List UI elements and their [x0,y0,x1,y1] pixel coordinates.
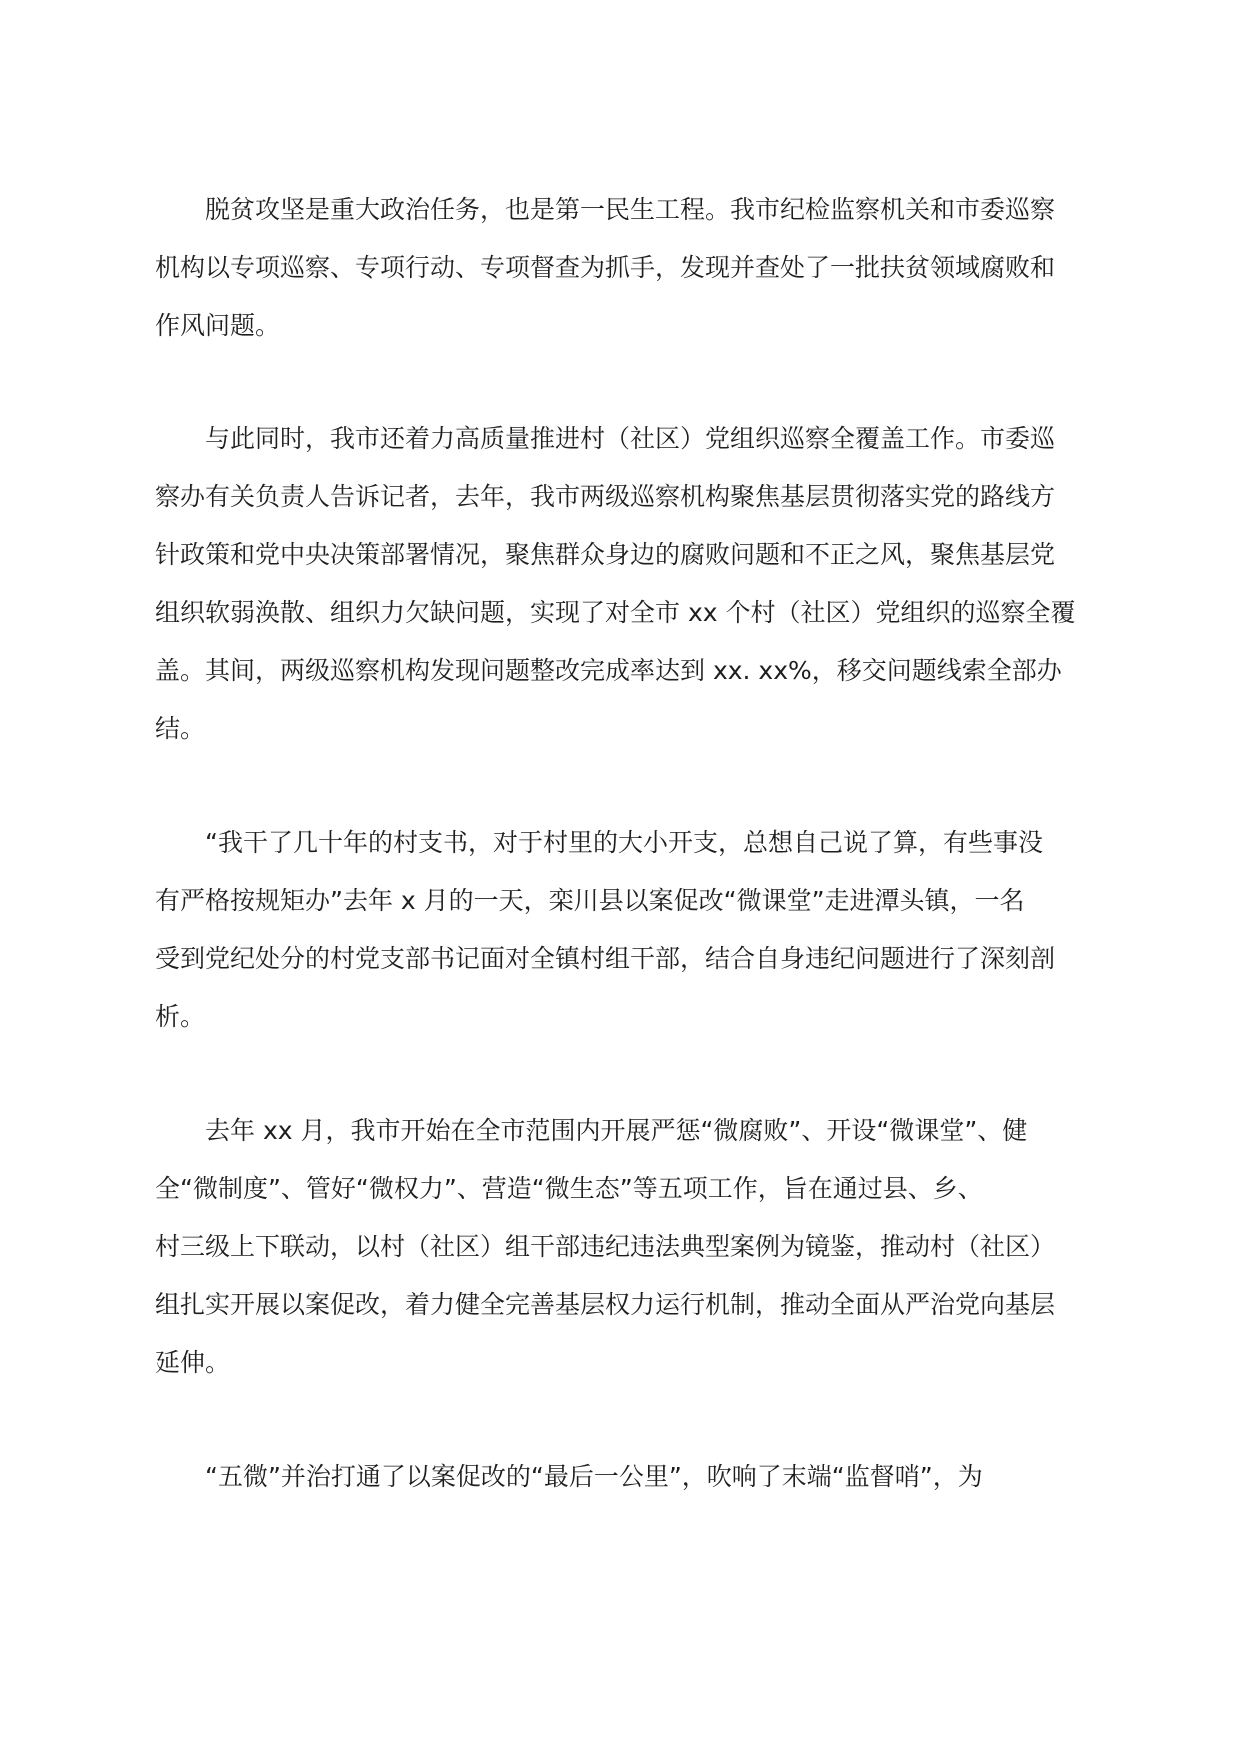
paragraph-4-line-2: 全“微制度”、管好“微权力”、营造“微生态”等五项工作，旨在通过县、乡、 [155,1174,983,1203]
paragraph-4-line-3: 村三级上下联动，以村（社区）组干部违纪违法典型案例为镜鉴，推动村（社区） [155,1232,1056,1261]
paragraph-1-line-1: 脱贫攻坚是重大政治任务，也是第一民生工程。我市纪检监察机关和市委巡察 [155,195,1056,224]
paragraph-2-line-1: 与此同时，我市还着力高质量推进村（社区）党组织巡察全覆盖工作。市委巡 [155,424,1056,453]
paragraph-5-line-1: “五微”并治打通了以案促改的“最后一公里”，吹响了末端“监督哨”，为 [155,1462,983,1491]
paragraph-4-line-4: 组扎实开展以案促改，着力健全完善基层权力运行机制，推动全面从严治党向基层 [155,1290,1056,1319]
paragraph-4-line-5: 延伸。 [155,1348,231,1377]
paragraph-3-line-1: “我干了几十年的村支书，对于村里的大小开支，总想自己说了算，有些事没 [155,828,1043,857]
paragraph-1-line-3: 作风问题。 [155,311,281,340]
paragraph-2-line-5: 盖。其间，两级巡察机构发现问题整改完成率达到 xx. xx%，移交问题线索全部办 [155,656,1062,685]
paragraph-3-line-2: 有严格按规矩办”去年 x 月的一天，栾川县以案促改“微课堂”走进潭头镇，一名 [155,886,1025,915]
paragraph-3-line-3: 受到党纪处分的村党支部书记面对全镇村组干部，结合自身违纪问题进行了深刻剖 [155,944,1056,973]
paragraph-2-line-6: 结。 [155,714,206,743]
paragraph-4-line-1: 去年 xx 月，我市开始在全市范围内开展严惩“微腐败”、开设“微课堂”、健 [155,1116,1028,1145]
paragraph-2-line-4: 组织软弱涣散、组织力欠缺问题，实现了对全市 xx 个村（社区）党组织的巡察全覆 [155,598,1076,627]
paragraph-2-line-3: 针政策和党中央决策部署情况，聚焦群众身边的腐败问题和不正之风，聚焦基层党 [155,540,1056,569]
paragraph-3-line-4: 析。 [155,1002,206,1031]
paragraph-1-line-2: 机构以专项巡察、专项行动、专项督查为抓手，发现并查处了一批扶贫领域腐败和 [155,253,1056,282]
paragraph-2-line-2: 察办有关负责人告诉记者，去年，我市两级巡察机构聚焦基层贯彻落实党的路线方 [155,482,1056,511]
